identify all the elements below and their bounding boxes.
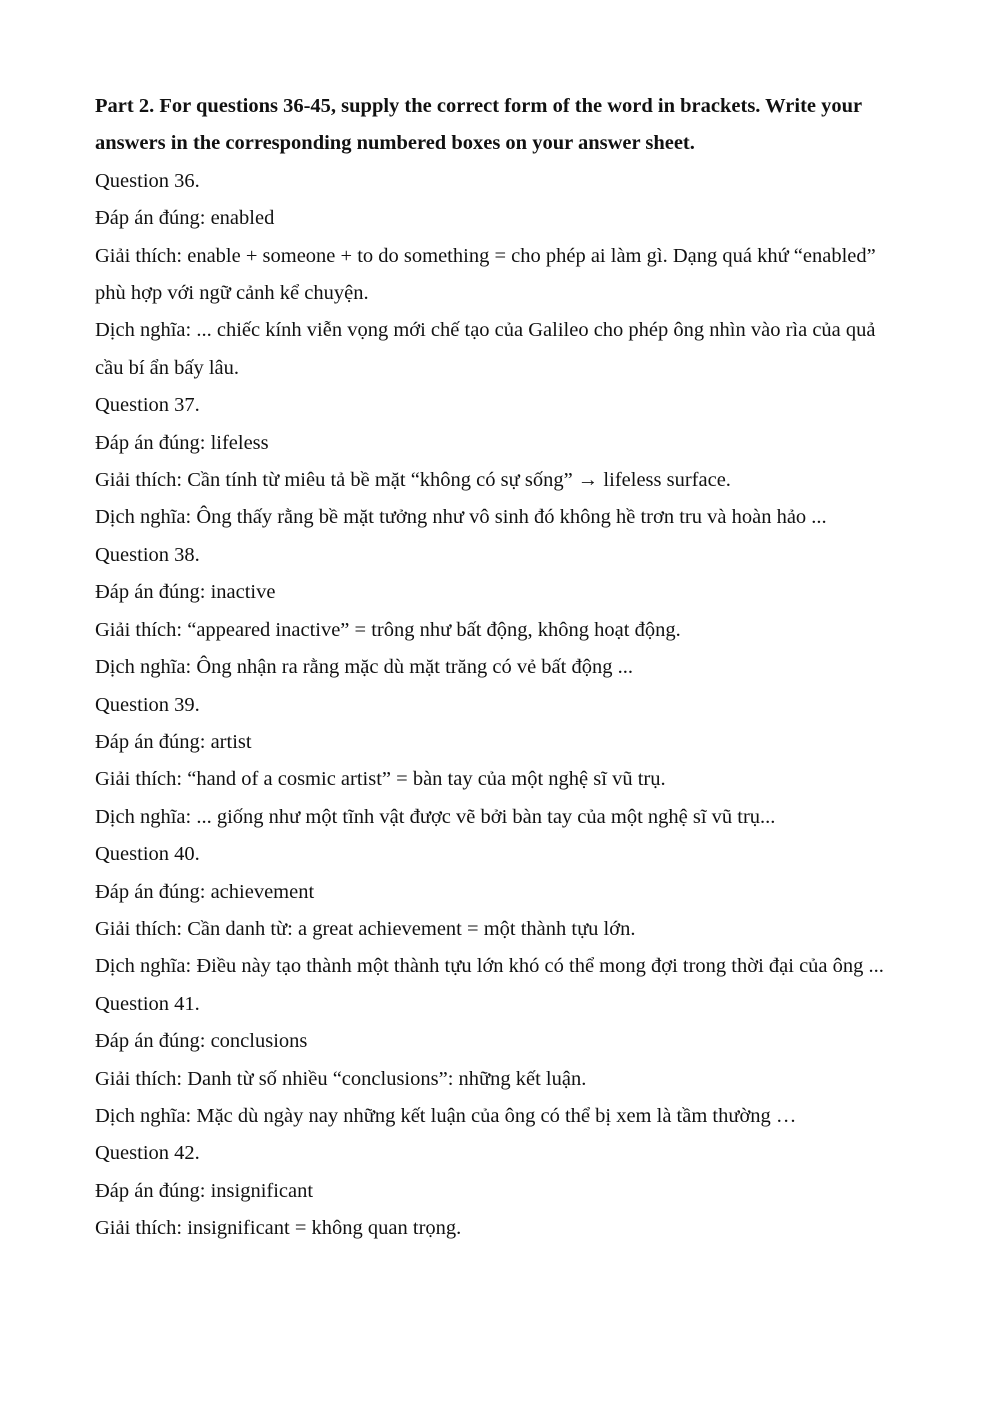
explanation: Giải thích: insignificant = không quan trọng. bbox=[95, 1217, 462, 1240]
translation: Dịch nghĩa: ... giống như một tĩnh vật được vẽ bởi bàn tay của một nghệ sĩ vũ trụ... bbox=[95, 805, 776, 828]
explanation: Giải thích: “hand of a cosmic artist” = bàn tay của một nghệ sĩ vũ trụ. bbox=[95, 768, 666, 791]
question-title: Question 42. bbox=[95, 1142, 200, 1165]
correct-answer: Đáp án đúng: achievement bbox=[95, 880, 315, 903]
explanation: Giải thích: Cần tính từ miêu tả bề mặt “không có sự sống” → lifeless surface. bbox=[95, 469, 731, 492]
explanation: Giải thích: enable + someone + to do something = cho phép ai làm gì. Dạng quá khứ “enabled” phù hợp với ngữ cảnh kể chuyện. bbox=[95, 244, 876, 305]
section-heading: Part 2. For questions 36-45, supply the correct form of the word in brackets. Write your answers in the corresponding numbered boxes on your answer sheet. bbox=[95, 95, 862, 155]
question-title: Question 41. bbox=[95, 992, 200, 1015]
question-title: Question 39. bbox=[95, 693, 200, 716]
question-block-41 bbox=[95, 986, 905, 1136]
translation: Dịch nghĩa: Điều này tạo thành một thành tựu lớn khó có thể mong đợi trong thời đại của ông ... bbox=[95, 955, 884, 978]
question-block-37 bbox=[95, 387, 905, 537]
explanation: Giải thích: “appeared inactive” = trông như bất động, không hoạt động. bbox=[95, 618, 681, 641]
correct-answer: Đáp án đúng: conclusions bbox=[95, 1030, 308, 1053]
question-title: Question 37. bbox=[95, 394, 200, 417]
correct-answer: Đáp án đúng: inactive bbox=[95, 581, 276, 604]
correct-answer: Đáp án đúng: enabled bbox=[95, 207, 275, 230]
question-block-39 bbox=[95, 687, 905, 837]
document-page bbox=[95, 88, 905, 1248]
question-title: Question 40. bbox=[95, 843, 200, 866]
correct-answer: Đáp án đúng: artist bbox=[95, 730, 252, 753]
correct-answer: Đáp án đúng: lifeless bbox=[95, 431, 269, 454]
translation: Dịch nghĩa: Mặc dù ngày nay những kết luận của ông có thể bị xem là tầm thường … bbox=[95, 1104, 797, 1127]
question-block-36 bbox=[95, 163, 905, 387]
question-title: Question 38. bbox=[95, 543, 200, 566]
translation: Dịch nghĩa: Ông thấy rằng bề mặt tưởng như vô sinh đó không hề trơn tru và hoàn hảo ... bbox=[95, 506, 827, 529]
question-block-40 bbox=[95, 836, 905, 986]
question-block-42 bbox=[95, 1135, 905, 1247]
question-title: Question 36. bbox=[95, 169, 200, 192]
translation: Dịch nghĩa: Ông nhận ra rằng mặc dù mặt trăng có vẻ bất động ... bbox=[95, 656, 633, 679]
explanation: Giải thích: Cần danh từ: a great achievement = một thành tựu lớn. bbox=[95, 917, 636, 940]
translation: Dịch nghĩa: ... chiếc kính viễn vọng mới chế tạo của Galileo cho phép ông nhìn vào rìa của quả cầu bí ẩn bấy lâu. bbox=[95, 319, 876, 379]
explanation: Giải thích: Danh từ số nhiều “conclusions”: những kết luận. bbox=[95, 1067, 587, 1090]
correct-answer: Đáp án đúng: insignificant bbox=[95, 1179, 314, 1202]
question-block-38 bbox=[95, 537, 905, 687]
